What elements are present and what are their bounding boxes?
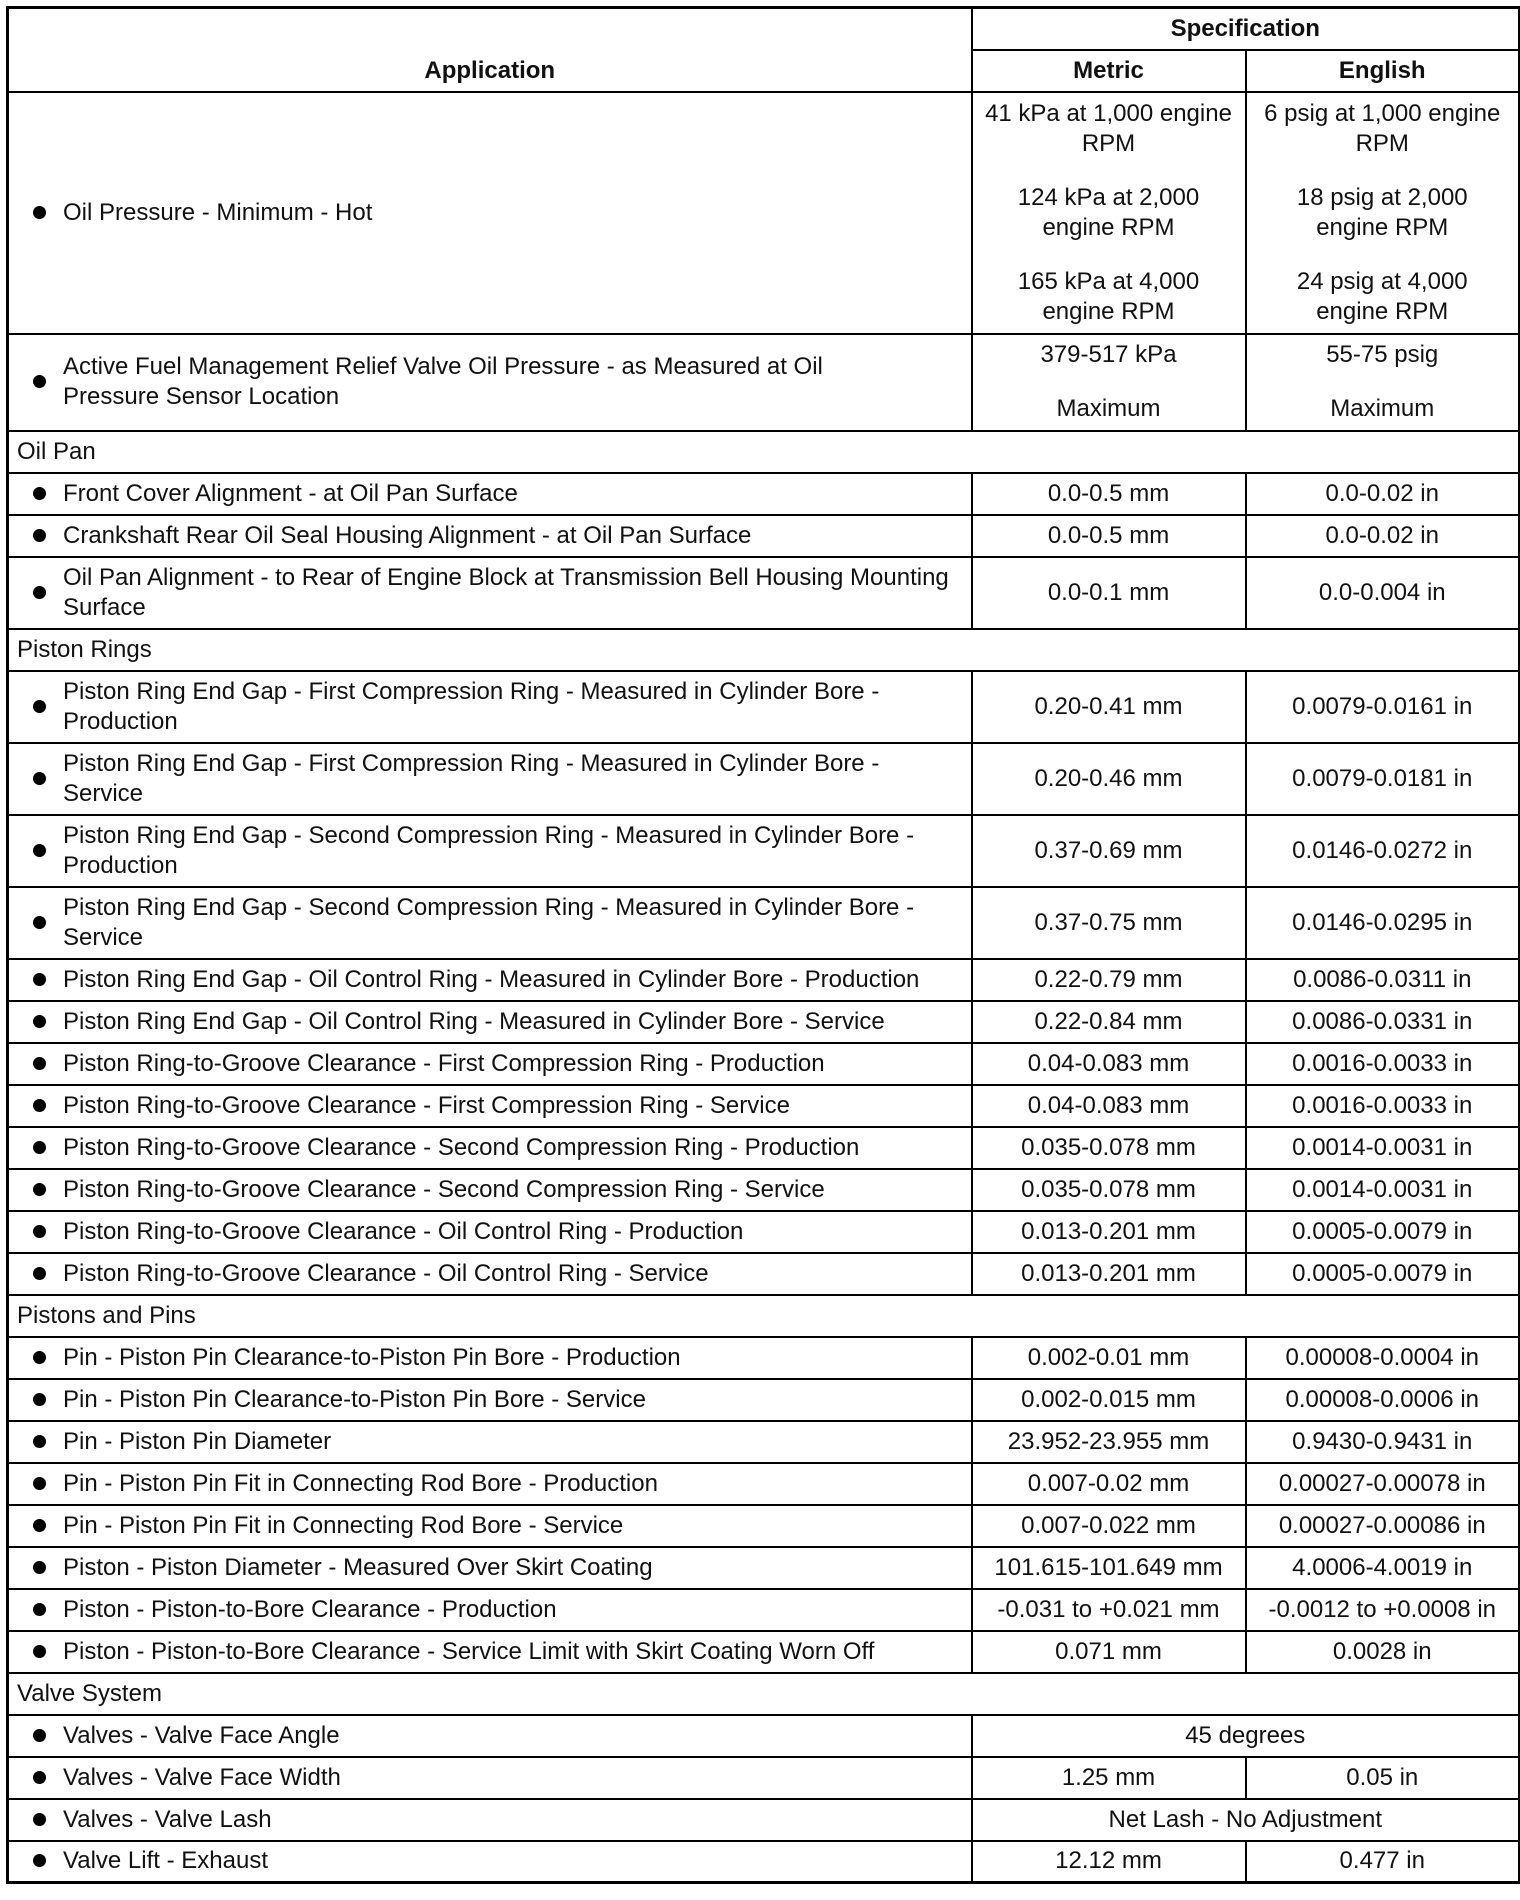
- spec-english-value: 0.00008-0.0004 in: [1246, 1337, 1520, 1379]
- spec-row: [8, 1253, 1520, 1295]
- application-header: Application: [8, 8, 972, 92]
- spec-label-cell: [8, 1043, 972, 1085]
- bullet-icon: [33, 1561, 46, 1574]
- spec-label: Piston Ring End Gap - First Compression Ring - Measured in Cylinder Bore - Production: [63, 677, 880, 735]
- section-title: Oil Pan: [8, 431, 1520, 473]
- spec-metric-value: -0.031 to +0.021 mm: [972, 1589, 1246, 1631]
- section-header-row: [8, 431, 1520, 473]
- spec-english-value: 0.00008-0.0006 in: [1246, 1379, 1520, 1421]
- bullet-icon: [33, 375, 46, 388]
- spec-label: Pin - Piston Pin Fit in Connecting Rod Bore - Production: [63, 1469, 658, 1497]
- spec-metric-value: 0.007-0.02 mm: [972, 1463, 1246, 1505]
- spec-english-value: 0.0079-0.0161 in: [1246, 671, 1520, 743]
- bullet-icon: [33, 1435, 46, 1448]
- spec-label-cell: [8, 1547, 972, 1589]
- spec-english-value: 0.0005-0.0079 in: [1246, 1253, 1520, 1295]
- spec-english-value: 0.0028 in: [1246, 1631, 1520, 1673]
- spec-metric-value: 23.952-23.955 mm: [972, 1421, 1246, 1463]
- spec-row: [8, 1715, 1520, 1757]
- spec-metric-value: 0.22-0.79 mm: [972, 959, 1246, 1001]
- spec-metric-value: 0.013-0.201 mm: [972, 1253, 1246, 1295]
- section-header-row: [8, 629, 1520, 671]
- bullet-icon: [33, 487, 46, 500]
- spec-label-cell: [8, 1757, 972, 1799]
- bullet-icon: [33, 1225, 46, 1238]
- spec-label-cell: [8, 557, 972, 629]
- spec-label: Pin - Piston Pin Diameter: [63, 1427, 332, 1455]
- spec-row: [8, 557, 1520, 629]
- spec-row: [8, 1799, 1520, 1841]
- spec-english-value: 4.0006-4.0019 in: [1246, 1547, 1520, 1589]
- spec-label-cell: [8, 1379, 972, 1421]
- english-header: English: [1246, 50, 1520, 92]
- spec-label: Piston Ring End Gap - Oil Control Ring - Measured in Cylinder Bore - Service: [63, 1007, 885, 1035]
- spec-label: Front Cover Alignment - at Oil Pan Surface: [63, 479, 518, 507]
- oil-pressure-label-cell: [8, 92, 972, 334]
- oil-pressure-english-4000-unit: engine RPM: [1316, 297, 1449, 325]
- spec-label-cell: [8, 1001, 972, 1043]
- spec-label: Valve Lift - Exhaust: [63, 1847, 268, 1875]
- bullet-icon: [33, 1393, 46, 1406]
- oil-pressure-metric-cell: [972, 92, 1246, 334]
- spec-metric-value: 0.013-0.201 mm: [972, 1211, 1246, 1253]
- spec-english-value: 0.0014-0.0031 in: [1246, 1127, 1520, 1169]
- afm-label-cell: [8, 334, 972, 431]
- spec-english-value: 0.0016-0.0033 in: [1246, 1043, 1520, 1085]
- afm-label-line2: Pressure Sensor Location: [63, 383, 340, 410]
- spec-label-cell: [8, 1421, 972, 1463]
- spec-metric-value: 0.20-0.41 mm: [972, 671, 1246, 743]
- spec-row: [8, 473, 1520, 515]
- spec-label: Piston - Piston Diameter - Measured Over Skirt Coating: [63, 1553, 653, 1581]
- bullet-icon: [33, 1813, 46, 1826]
- spec-row: [8, 1379, 1520, 1421]
- spec-row: [8, 959, 1520, 1001]
- spec-label: Piston - Piston-to-Bore Clearance - Production: [63, 1595, 557, 1623]
- section-header-row: [8, 1673, 1520, 1715]
- spec-label-cell: [8, 1337, 972, 1379]
- oil-pressure-english-2000-unit: engine RPM: [1316, 213, 1449, 241]
- spec-label-cell: [8, 1631, 972, 1673]
- spec-label: Piston Ring-to-Groove Clearance - Oil Control Ring - Production: [63, 1217, 744, 1245]
- spec-metric-value: 0.37-0.69 mm: [972, 815, 1246, 887]
- spec-english-value: 0.0014-0.0031 in: [1246, 1169, 1520, 1211]
- spec-english-value: 0.0-0.004 in: [1246, 557, 1520, 629]
- spec-label-cell: [8, 1253, 972, 1295]
- spec-label-cell: [8, 515, 972, 557]
- spec-english-value: 0.0005-0.0079 in: [1246, 1211, 1520, 1253]
- spec-label: Pin - Piston Pin Fit in Connecting Rod Bore - Service: [63, 1511, 624, 1539]
- bullet-icon: [33, 586, 46, 599]
- spec-label: Valves - Valve Face Angle: [63, 1721, 340, 1749]
- spec-metric-value: 0.0-0.5 mm: [972, 473, 1246, 515]
- oil-pressure-metric-2000: 124 kPa at 2,000: [1017, 183, 1200, 211]
- oil-pressure-english-4000: 24 psig at 4,000: [1296, 267, 1468, 295]
- afm-row: [8, 334, 1520, 431]
- spec-english-value: 0.00027-0.00086 in: [1246, 1505, 1520, 1547]
- spec-label-cell: [8, 1169, 972, 1211]
- spec-metric-value: 0.0-0.1 mm: [972, 557, 1246, 629]
- spec-english-value: -0.0012 to +0.0008 in: [1246, 1589, 1520, 1631]
- spec-label-cell: [8, 1589, 972, 1631]
- bullet-icon: [33, 772, 46, 785]
- spec-row: [8, 1547, 1520, 1589]
- spec-label: Piston Ring End Gap - Second Compression Ring - Measured in Cylinder Bore - Service: [63, 893, 915, 951]
- afm-english-note: Maximum: [1330, 395, 1435, 422]
- spec-label: Valves - Valve Face Width: [63, 1763, 341, 1791]
- oil-pressure-metric-4000: 165 kPa at 4,000: [1017, 267, 1200, 295]
- spec-metric-value: 12.12 mm: [972, 1841, 1246, 1883]
- spec-row: [8, 1841, 1520, 1883]
- spec-metric-value: 0.002-0.01 mm: [972, 1337, 1246, 1379]
- bullet-icon: [33, 1477, 46, 1490]
- spec-label-cell: [8, 887, 972, 959]
- spec-label-cell: [8, 815, 972, 887]
- spec-label: Piston Ring End Gap - First Compression Ring - Measured in Cylinder Bore - Service: [63, 749, 880, 807]
- spec-row: [8, 1001, 1520, 1043]
- spec-label: Piston Ring-to-Groove Clearance - Second Compression Ring - Production: [63, 1133, 860, 1161]
- spec-label: Piston Ring-to-Groove Clearance - First Compression Ring - Service: [63, 1091, 790, 1119]
- spec-label-cell: [8, 473, 972, 515]
- spec-row: [8, 1631, 1520, 1673]
- spec-metric-value: 0.22-0.84 mm: [972, 1001, 1246, 1043]
- spec-row: [8, 1169, 1520, 1211]
- spec-label-cell: [8, 1799, 972, 1841]
- specification-header: Specification: [972, 8, 1520, 50]
- spec-row: [8, 1505, 1520, 1547]
- spec-label: Valves - Valve Lash: [63, 1805, 272, 1833]
- spec-row: [8, 671, 1520, 743]
- oil-pressure-metric-2000-unit: engine RPM: [1042, 213, 1175, 241]
- section-title: Valve System: [8, 1673, 1520, 1715]
- spec-row: [8, 887, 1520, 959]
- spec-row: [8, 1085, 1520, 1127]
- spec-label-cell: [8, 1463, 972, 1505]
- afm-english-cell: [1246, 334, 1520, 431]
- bullet-icon: [33, 206, 46, 219]
- section-title: Pistons and Pins: [8, 1295, 1520, 1337]
- spec-metric-value: 0.071 mm: [972, 1631, 1246, 1673]
- spec-label-cell: [8, 959, 972, 1001]
- oil-pressure-english-1000-unit: RPM: [1355, 129, 1409, 157]
- spec-row: [8, 1127, 1520, 1169]
- spec-english-value: 0.9430-0.9431 in: [1246, 1421, 1520, 1463]
- bullet-icon: [33, 1141, 46, 1154]
- spec-label-cell: [8, 1841, 972, 1883]
- spec-english-value: 0.05 in: [1246, 1757, 1520, 1799]
- spec-row: [8, 1463, 1520, 1505]
- spec-english-value: 0.0146-0.0272 in: [1246, 815, 1520, 887]
- bullet-icon: [33, 700, 46, 713]
- bullet-icon: [33, 1057, 46, 1070]
- section-header-row: [8, 1295, 1520, 1337]
- spec-english-value: 0.0079-0.0181 in: [1246, 743, 1520, 815]
- oil-pressure-english-cell: [1246, 92, 1520, 334]
- spec-combined-value: 45 degrees: [972, 1715, 1520, 1757]
- spec-label-cell: [8, 743, 972, 815]
- spec-label: Piston Ring-to-Groove Clearance - Oil Control Ring - Service: [63, 1259, 709, 1287]
- bullet-icon: [33, 529, 46, 542]
- spec-row: [8, 515, 1520, 557]
- spec-label: Piston Ring End Gap - Oil Control Ring - Measured in Cylinder Bore - Production: [63, 965, 920, 993]
- afm-metric-note: Maximum: [1056, 395, 1161, 422]
- bullet-icon: [33, 1267, 46, 1280]
- spec-english-value: 0.0146-0.0295 in: [1246, 887, 1520, 959]
- spec-metric-value: 0.035-0.078 mm: [972, 1169, 1246, 1211]
- spec-metric-value: 0.007-0.022 mm: [972, 1505, 1246, 1547]
- oil-pressure-english-1000: 6 psig at 1,000 engine: [1264, 99, 1501, 127]
- bullet-icon: [33, 1645, 46, 1658]
- spec-metric-value: 0.035-0.078 mm: [972, 1127, 1246, 1169]
- spec-label: Piston - Piston-to-Bore Clearance - Service Limit with Skirt Coating Worn Off: [63, 1637, 875, 1665]
- oil-pressure-metric-4000-unit: engine RPM: [1042, 297, 1175, 325]
- bullet-icon: [33, 1519, 46, 1532]
- spec-metric-value: 0.002-0.015 mm: [972, 1379, 1246, 1421]
- bullet-icon: [33, 1603, 46, 1616]
- bullet-icon: [33, 844, 46, 857]
- spec-metric-value: 1.25 mm: [972, 1757, 1246, 1799]
- spec-label-cell: [8, 1505, 972, 1547]
- spec-label: Piston Ring End Gap - Second Compression Ring - Measured in Cylinder Bore - Production: [63, 821, 915, 879]
- bullet-icon: [33, 1099, 46, 1112]
- spec-metric-value: 0.04-0.083 mm: [972, 1085, 1246, 1127]
- bullet-icon: [33, 1351, 46, 1364]
- spec-label-cell: [8, 1211, 972, 1253]
- spec-metric-value: 101.615-101.649 mm: [972, 1547, 1246, 1589]
- spec-label-cell: [8, 671, 972, 743]
- spec-metric-value: 0.0-0.5 mm: [972, 515, 1246, 557]
- spec-english-value: 0.0-0.02 in: [1246, 473, 1520, 515]
- spec-row: [8, 815, 1520, 887]
- spec-row: [8, 1421, 1520, 1463]
- spec-english-value: 0.0-0.02 in: [1246, 515, 1520, 557]
- spec-metric-value: 0.04-0.083 mm: [972, 1043, 1246, 1085]
- oil-pressure-label: Oil Pressure - Minimum - Hot: [63, 198, 373, 226]
- spec-label-cell: [8, 1085, 972, 1127]
- spec-english-value: 0.00027-0.00078 in: [1246, 1463, 1520, 1505]
- spec-label-cell: [8, 1127, 972, 1169]
- afm-label-line1: Active Fuel Management Relief Valve Oil Pressure - as Measured at Oil: [63, 353, 823, 380]
- oil-pressure-row: [8, 92, 1520, 334]
- oil-pressure-english-2000: 18 psig at 2,000: [1296, 183, 1468, 211]
- spec-metric-value: 0.20-0.46 mm: [972, 743, 1246, 815]
- afm-english-range: 55-75 psig: [1326, 341, 1439, 368]
- afm-metric-range: 379-517 kPa: [1040, 341, 1177, 368]
- spec-row: [8, 1589, 1520, 1631]
- bullet-icon: [33, 1015, 46, 1028]
- oil-pressure-metric-1000: 41 kPa at 1,000 engine: [985, 99, 1232, 127]
- spec-metric-value: 0.37-0.75 mm: [972, 887, 1246, 959]
- spec-english-value: 0.0016-0.0033 in: [1246, 1085, 1520, 1127]
- spec-label: Crankshaft Rear Oil Seal Housing Alignment - at Oil Pan Surface: [63, 521, 752, 549]
- bullet-icon: [33, 973, 46, 986]
- spec-row: [8, 743, 1520, 815]
- metric-header: Metric: [972, 50, 1246, 92]
- bullet-icon: [33, 1183, 46, 1196]
- spec-label: Pin - Piston Pin Clearance-to-Piston Pin Bore - Service: [63, 1385, 646, 1413]
- spec-label: Oil Pan Alignment - to Rear of Engine Block at Transmission Bell Housing Mounting Surface: [63, 563, 949, 621]
- specification-table: [6, 6, 1520, 1884]
- section-title: Piston Rings: [8, 629, 1520, 671]
- spec-english-value: 0.0086-0.0331 in: [1246, 1001, 1520, 1043]
- spec-row: [8, 1337, 1520, 1379]
- spec-combined-value: Net Lash - No Adjustment: [972, 1799, 1520, 1841]
- spec-row: [8, 1211, 1520, 1253]
- bullet-icon: [33, 1771, 46, 1784]
- spec-label: Piston Ring-to-Groove Clearance - Second Compression Ring - Service: [63, 1175, 825, 1203]
- spec-english-value: 0.0086-0.0311 in: [1246, 959, 1520, 1001]
- spec-label-cell: [8, 1715, 972, 1757]
- bullet-icon: [33, 1729, 46, 1742]
- oil-pressure-metric-1000-unit: RPM: [1081, 129, 1136, 157]
- spec-english-value: 0.477 in: [1246, 1841, 1520, 1883]
- spec-row: [8, 1043, 1520, 1085]
- bullet-icon: [33, 1854, 46, 1867]
- spec-label: Pin - Piston Pin Clearance-to-Piston Pin Bore - Production: [63, 1343, 681, 1371]
- afm-metric-cell: [972, 334, 1246, 431]
- spec-label: Piston Ring-to-Groove Clearance - First Compression Ring - Production: [63, 1049, 825, 1077]
- spec-row: [8, 1757, 1520, 1799]
- bullet-icon: [33, 916, 46, 929]
